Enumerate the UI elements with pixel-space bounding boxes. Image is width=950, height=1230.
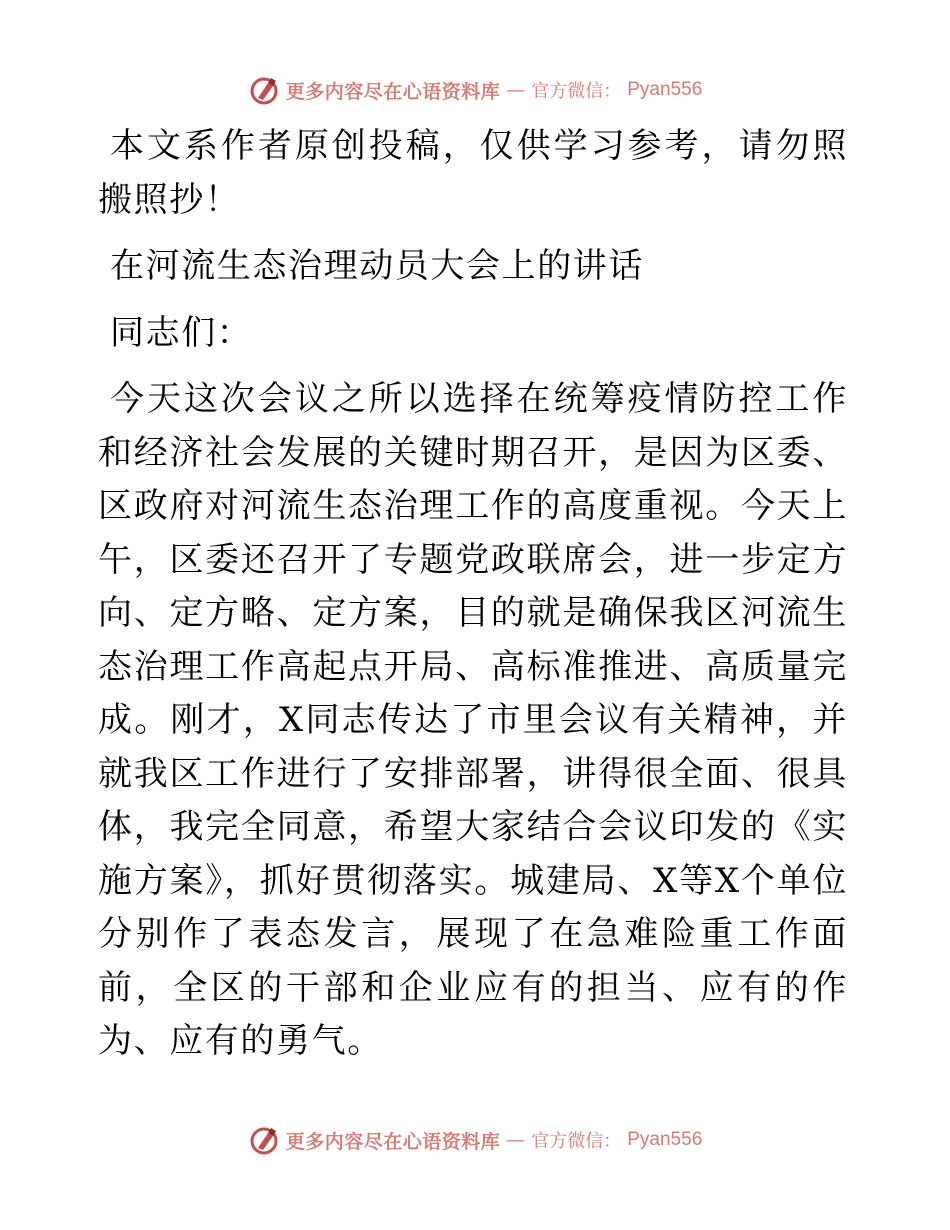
- banner-text: 更多内容尽在心语资料库: [285, 1130, 501, 1153]
- salutation: 同志们：: [110, 312, 253, 353]
- document-title: 在河流生态治理动员大会上的讲话: [110, 246, 644, 286]
- pen-nib-logo-icon: [248, 74, 280, 106]
- banner-wechat-label: 官方微信：: [531, 81, 622, 102]
- body-paragraph: 今天这次会议之所以选择在统筹疫情防控工作和经济社会发展的关键时期召开，是因为区委、区政府对河流生态治理工作的高度重视。今天上午，区委还召开了专题党政联席会，进一步定方向、定方略、定方案，目的就是确保我区河流生态治理工作高起点开局、高标准推进、高质量完成。刚才，X同志传达了市里会议有关精神，并就我区工作进行了安排部署，讲得很全面、很具体，我完全同意，希望大家结合会议印发的《实施方案》，抓好贯彻落实。城建局、X等X个单位分别作了表态发言，展现了在急难险重工作面前，全区的干部和企业应有的担当、应有的作为、应有的勇气。: [98, 379, 848, 1061]
- banner-wechat-id: Pyan556: [627, 1129, 703, 1150]
- notice-paragraph: 本文系作者原创投稿，仅供学习参考，请勿照搬照抄！: [98, 126, 848, 220]
- banner-wechat-id: Pyan556: [627, 79, 703, 100]
- banner-wechat-label: 官方微信：: [531, 1131, 622, 1152]
- document-content: [98, 120, 848, 1069]
- banner-text: 更多内容尽在心语资料库: [285, 80, 501, 103]
- footer-watermark-banner: [0, 1120, 950, 1160]
- header-watermark-banner: [0, 70, 950, 110]
- banner-separator: —: [506, 1129, 526, 1151]
- pen-nib-logo-icon: [248, 1124, 280, 1156]
- banner-separator: —: [506, 79, 526, 101]
